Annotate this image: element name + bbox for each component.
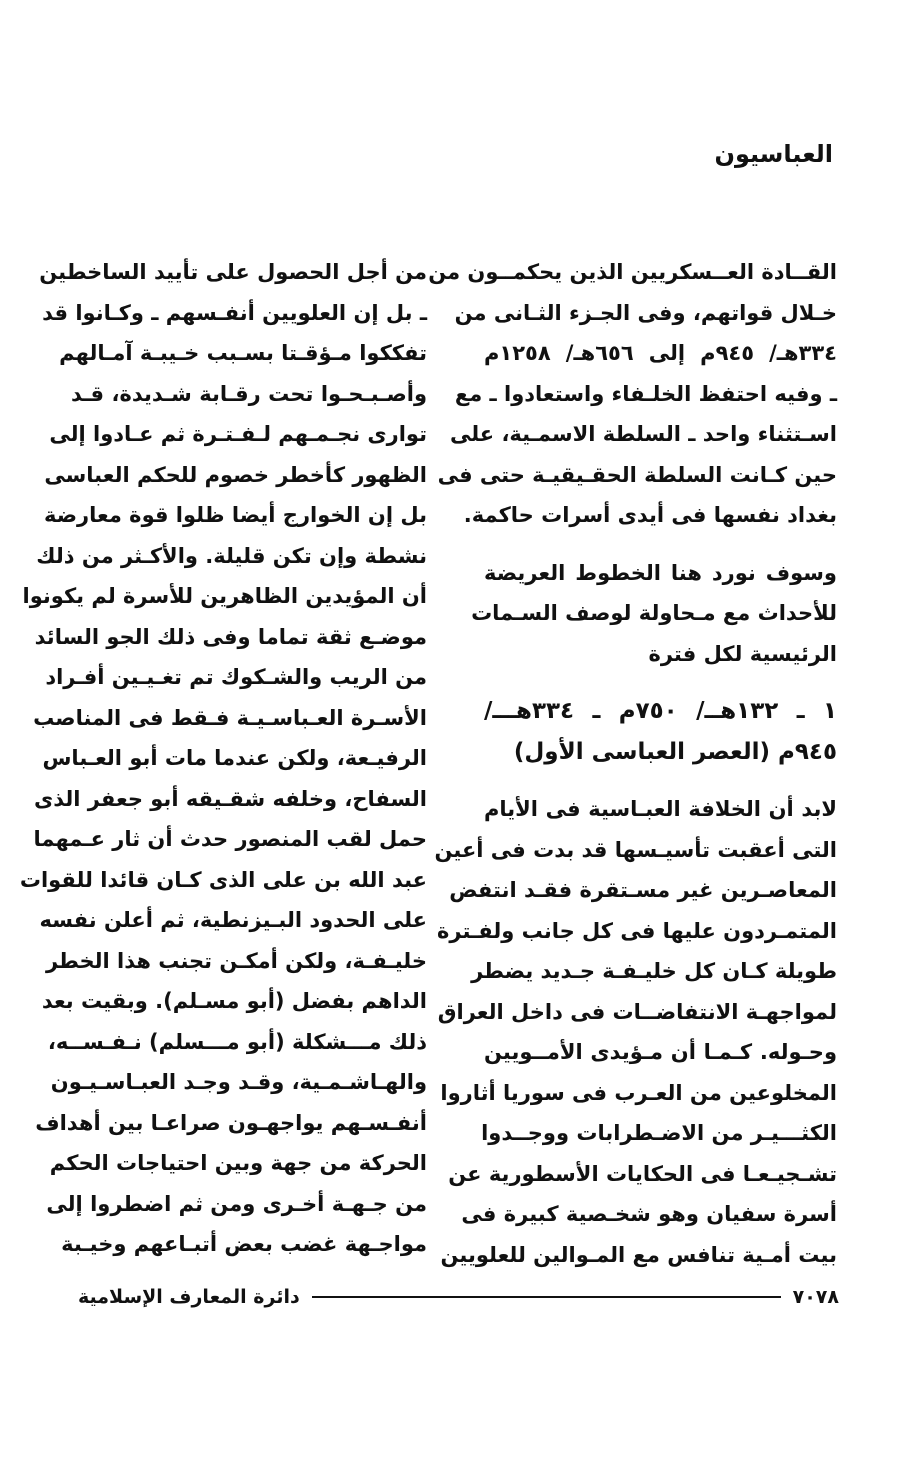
- text-line: ـ وفيه احتفظ الخلـفاء واستعادوا ـ مع: [454, 381, 837, 406]
- left-column: [19, 252, 427, 1265]
- text-line: بغداد نفسها فى أيدى أسرات حاكمة.: [463, 503, 837, 527]
- text-line: الظهور كأخطر خصوم للحكم العباسى: [44, 462, 427, 487]
- text-line: موضـع ثقة تماما وفى ذلك الجو السائد: [34, 624, 427, 649]
- text-line: أسرة سفيان وهو شخـصية كبيرة فى: [461, 1202, 837, 1226]
- page-footer: [78, 1283, 839, 1311]
- heading-line: ١ ـ ١٣٢هــ/ ٧٥٠م ـ ٣٣٤هـــ/: [484, 698, 837, 724]
- text-line: على الحدود البـيزنطية، ثم أعلن نفسه: [39, 908, 427, 932]
- text-line: نشطة وإن تكن قليلة. والأكـثر من ذلك: [36, 543, 427, 568]
- text-line: لابد أن الخلافة العبـاسية فى الأيام: [484, 797, 837, 821]
- heading-line: ٩٤٥م (العصر العباسى الأول): [513, 738, 837, 765]
- text-line: تفككوا مـؤقـتا بسـبب خـيبـة آمـالهم: [59, 341, 427, 365]
- text-line: الرفيـعة، ولكن عندما مات أبو العـباس: [42, 746, 427, 770]
- text-line: المتمـردون عليها فى كل جانب ولفـترة: [437, 918, 837, 943]
- text-line: والهـاشـمـية، وقـد وجـد العبـاسـيـون: [50, 1070, 427, 1094]
- text-line: بيت أمـية تنافس مع المـوالين للعلويين: [440, 1242, 837, 1267]
- footer-rule: [312, 1296, 781, 1298]
- text-line: أن المؤيدين الظاهرين للأسرة لم يكونوا: [22, 584, 427, 608]
- text-line: تشـجيـعـا فى الحكايات الأسطورية عن: [448, 1161, 837, 1186]
- text-line: مواجـهة غضب بعض أتبـاعهم وخيـبة: [61, 1232, 427, 1256]
- paragraph-2: [471, 553, 837, 675]
- text-line: الكثـــيـر من الاضـطرابات ووجــدوا: [481, 1121, 837, 1145]
- text-line: الرئيسية لكل فترة: [648, 641, 837, 666]
- page-number: ٧٠٧٨: [792, 1286, 839, 1308]
- text-line: المخلوعين من العـرب فى سوريا أثاروا: [440, 1080, 837, 1105]
- section-heading: [484, 691, 837, 772]
- text-line: ـ بل إن العلويين أنفـسهم ـ وكـانوا قد: [42, 300, 427, 325]
- text-line: طويلة كـان كل خليـفـة جـديد يضطر: [471, 959, 837, 983]
- text-line: توارى نجـمـهم لـفـتـرة ثم عـادوا إلى: [49, 422, 427, 446]
- text-line: المعاصـرين غير مسـتقرة فقـد انتفض: [449, 878, 837, 902]
- publication-title: دائرة المعارف الإسلامية: [78, 1286, 300, 1308]
- text-line: بل إن الخوارج أيضا ظلوا قوة معارضة: [44, 503, 427, 527]
- paragraph-3: [434, 789, 837, 1275]
- text-line: ذلك مـــشكلة (أبو مـــسلم) نـفـســه،: [47, 1029, 427, 1054]
- text-line: للأحداث مع مـحاولة لوصف السـمات: [471, 601, 837, 625]
- text-line: اسـتثناء واحد ـ السلطة الاسمـية، على: [449, 422, 837, 446]
- text-line: السفاح، وخلفه شقـيقه أبو جعفر الذى: [34, 786, 427, 811]
- text-line: من الريب والشـكوك تم تغـيـين أفـراد: [45, 665, 427, 689]
- text-line: القــادة العــسكريين الذين يحكمــون من: [428, 260, 837, 284]
- text-line: من جـهـة أخـرى ومن ثم اضطروا إلى: [46, 1191, 427, 1216]
- text-line: عبد الله بن على الذى كـان قائدا للقوات: [19, 867, 427, 892]
- text-line: من أجل الحصول على تأييد الساخطين: [39, 260, 427, 284]
- text-line: حمل لقب المنصور حدث أن ثار عـمهما: [33, 827, 427, 851]
- text-line: الحركة من جهة وبين احتياجات الحكم: [49, 1151, 427, 1175]
- right-column: [428, 252, 837, 1275]
- text-line: وأصـبـحـوا تحت رقـابة شـديدة، قـد: [71, 381, 427, 406]
- text-line: الأسـرة العـباسـيـة فـقط فى المناصب: [33, 705, 427, 730]
- text-line: خليـفـة، ولكن أمكـن تجنب هذا الخطر: [45, 948, 427, 973]
- text-line: خـلال قواتهم، وفى الجـزء الثـانى من: [454, 300, 837, 325]
- text-line: وحـوله. كـمـا أن مـؤيدى الأمــويين: [484, 1040, 837, 1064]
- text-line: لمواجهـة الانتفاضــات فى داخل العراق: [437, 999, 837, 1024]
- text-line: الداهم بفضل (أبو مسـلم). وبقيت بعد: [41, 989, 427, 1013]
- text-line: أنفـسـهم يواجهـون صراعـا بين أهداف: [35, 1110, 427, 1135]
- paragraph-1: [428, 252, 837, 536]
- text-line: التى أعقبت تأسيـسها قد بدت فى أعين: [434, 837, 837, 862]
- text-line: حين كـانت السلطة الحقـيقيـة حتى فى: [437, 462, 837, 487]
- text-line: وسوف نورد هنا الخطوط العريضة: [484, 560, 837, 585]
- text-line: ٣٣٤هـ/ ٩٤٥م إلى ٦٥٦هـ/ ١٢٥٨م: [484, 341, 837, 365]
- running-header: العباسيون: [714, 140, 833, 168]
